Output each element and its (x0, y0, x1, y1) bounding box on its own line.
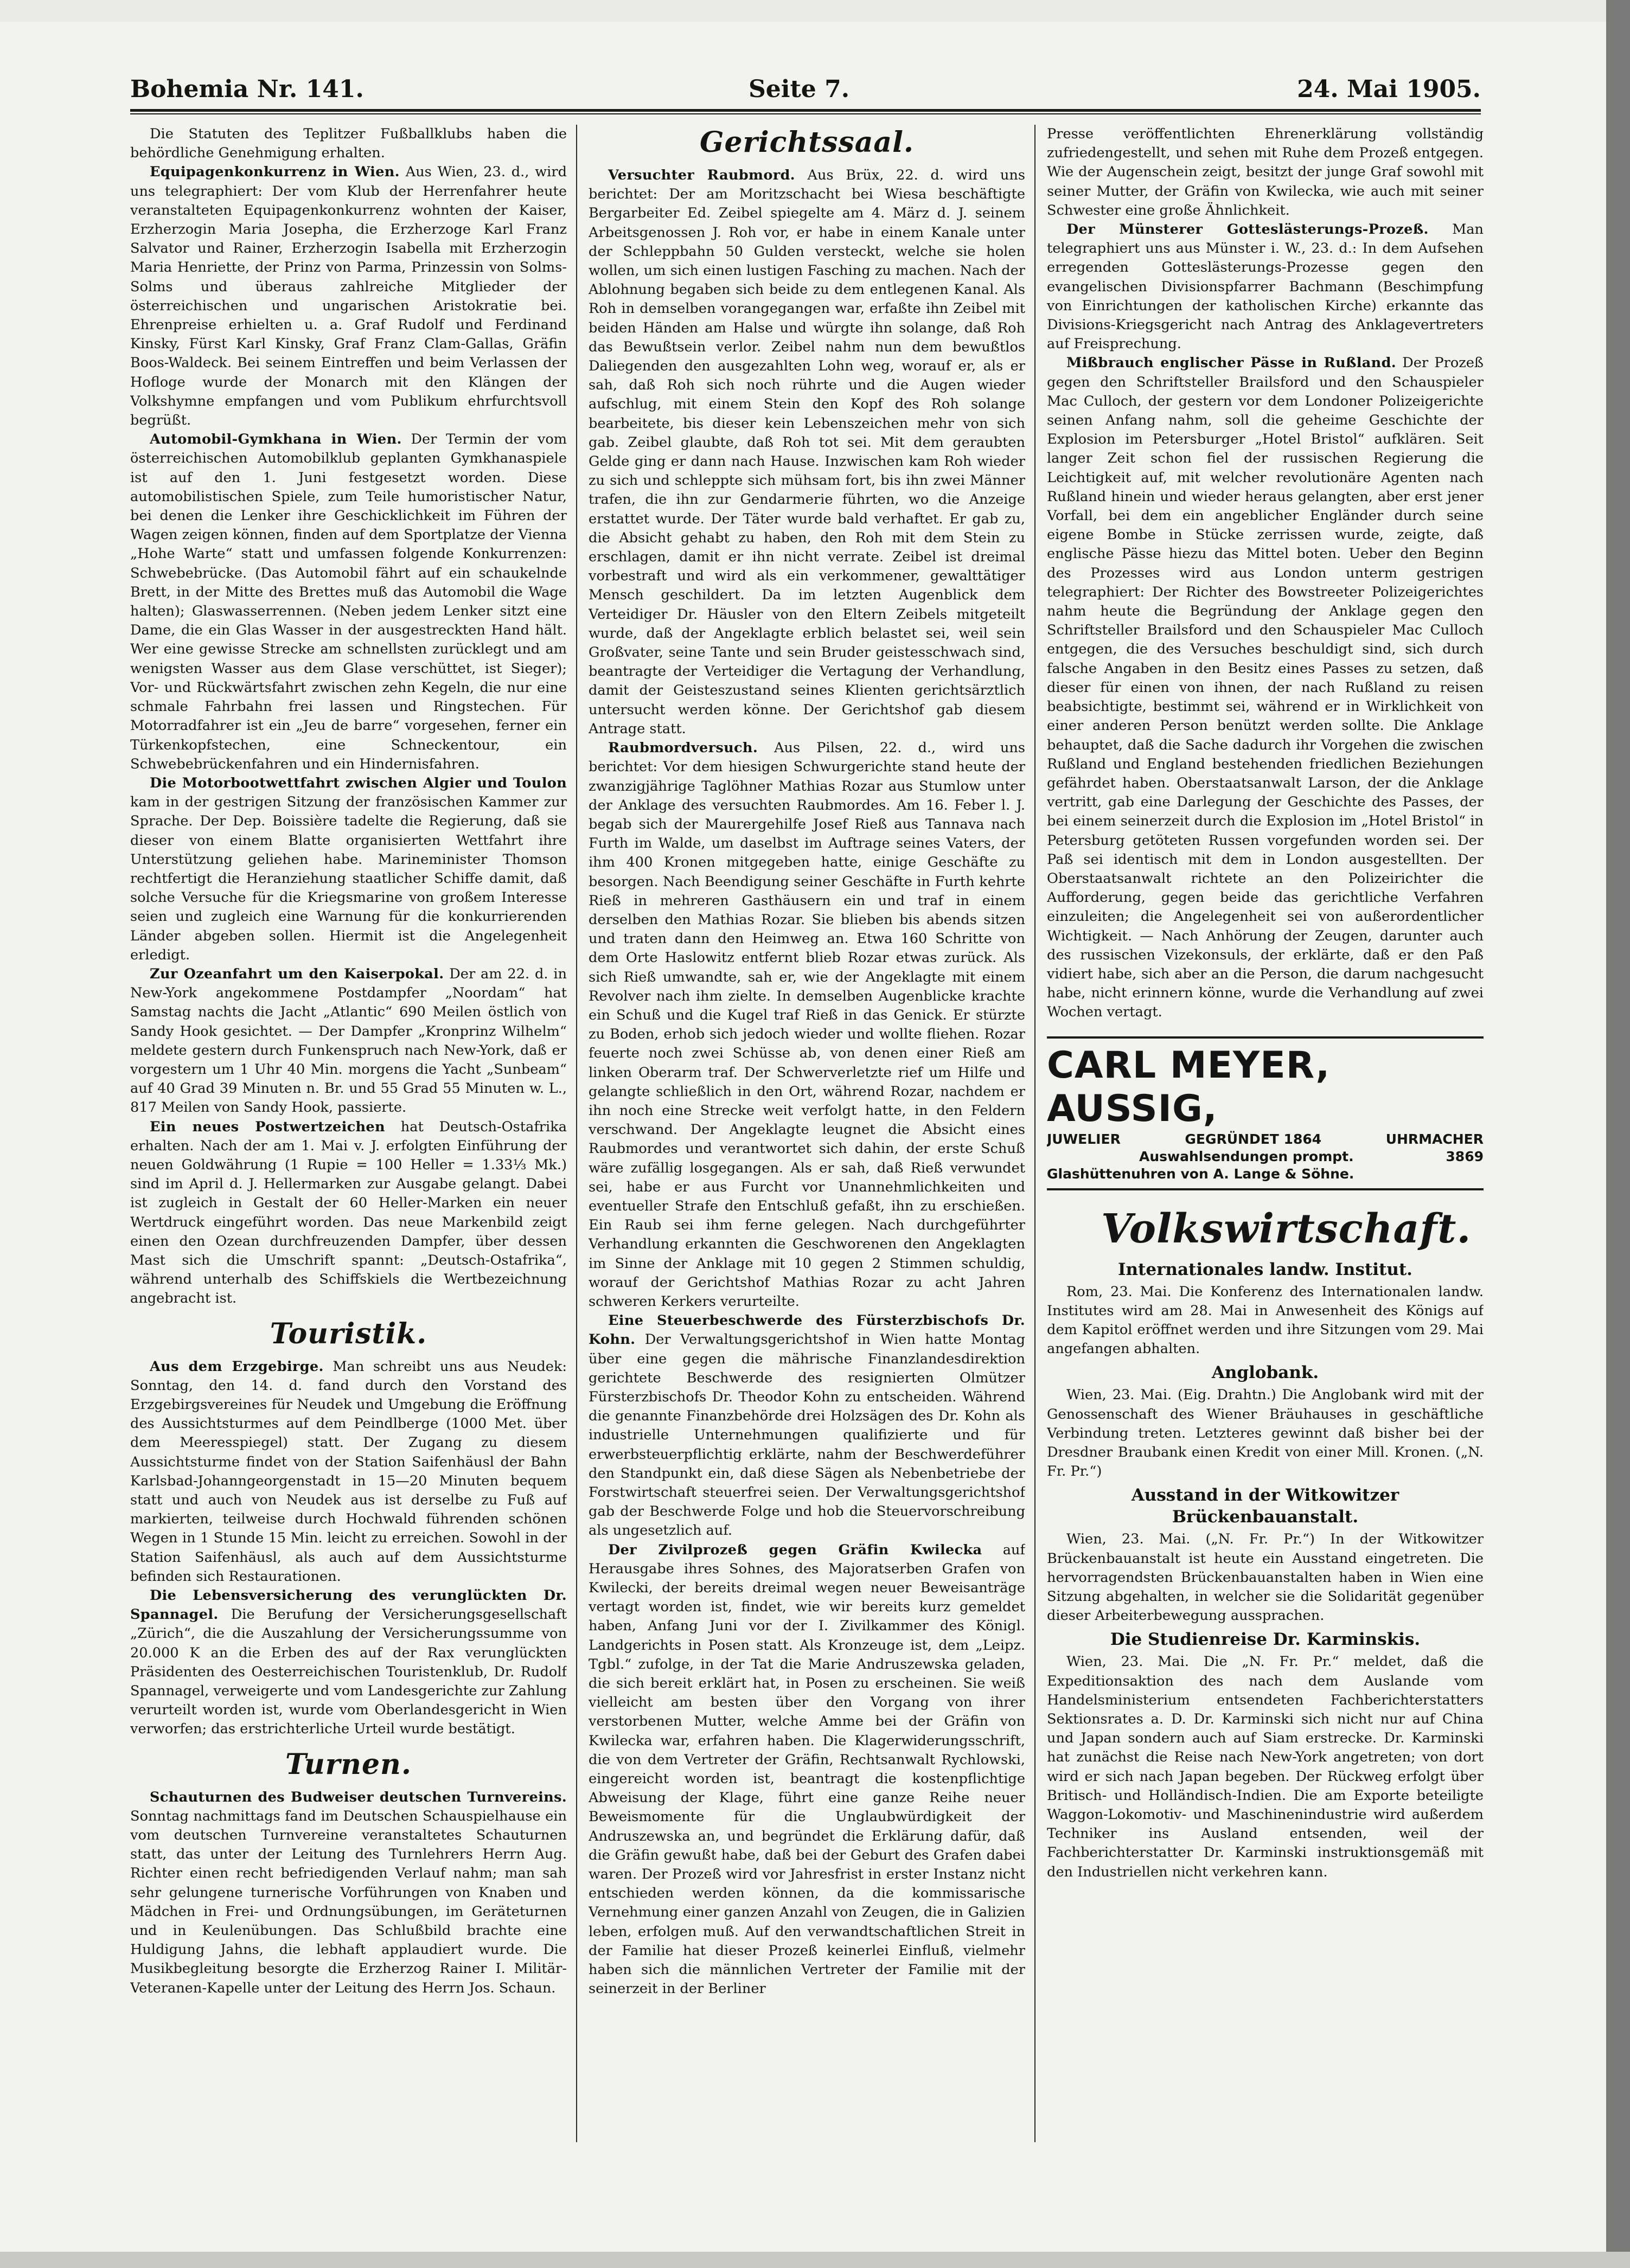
article-headline: Eine Steuerbeschwerde des Fürsterzbischofs Dr. Kohn. (589, 1312, 1025, 1348)
article-headline: Automobil-Gymkhana in Wien. (150, 431, 402, 448)
article-headline: Die Studienreise Dr. Karminskis. (1110, 1630, 1421, 1650)
article: Rom, 23. Mai. Die Konferenz des Internationalen landw. Institutes wird am 28. Mai in Anwesenheit des Königs auf dem Kapitol eröffnet werden und ihre Sitzungen vom 29. Mai angefangen abhalten. (1047, 1283, 1484, 1357)
article-headline: Schauturnen des Budweiser deutschen Turnvereins. (150, 1789, 567, 1805)
page-number: Seite 7. (749, 75, 850, 103)
article: Zur Ozeanfahrt um den Kaiserpokal. Der am 22. d. in New-York angekommene Postdampfer „Noordam“ hat Samstag nachts die Jacht „Atlantic“ 690 Meilen östlich von Sandy Hook gesichtet. — Der Dampfer „Kronprinz Wilhelm“ meldete gestern durch Funkenspruch nach New-York, daß er vorgestern um 1 Uhr 40 Min. morgens die Yacht „Sunbeam“ auf 40 Grad 39 Minuten n. Br. und 55 Grad 55 Minuten w. L., 817 Meilen von Sandy Hook, passierte. (130, 965, 567, 1116)
article: Die Statuten des Teplitzer Fußballklubs haben die behördliche Genehmigung erhalten. (130, 126, 567, 162)
ad-center: GEGRÜNDET 1864 (1185, 1131, 1322, 1147)
article-headline: Zur Ozeanfahrt um den Kaiserpokal. (150, 965, 444, 982)
article: Wien, 23. Mai. Die „N. Fr. Pr.“ meldet, daß die Expeditionsaktion des nach dem Auslande vom Handelsministerium entsendeten Fachberichterstatters Sektionsrates a. D. Dr. Karminski sich nicht nur auf China und Japan sondern auch auf Siam erstrecke. Dr. Karminski hat zunächst die Reise nach New-York angetreten; von dort wird er sich nach Japan begeben. Der Rückweg erfolgt über Britisch- und Holländisch-Indien. Die am Exporte beteiligte Waggon-Lokomotiv- und Maschinenindustrie wird außerdem Techniker ins Ausland entsenden, weil der Fachberichterstatter Dr. Karminski instruktionsgemäß mit den Industriellen nicht verkehren kann. (1047, 1654, 1484, 1880)
article-headline: Mißbrauch englischer Pässe in Rußland. (1066, 355, 1396, 371)
article: Equipagenkonkurrenz in Wien. Aus Wien, 23. d., wird uns telegraphiert: Der vom Klub der Herrenfahrer heute veranstalteten Equipagenkonkurrenz wohnten der Kaiser, Erzherzogin Maria Josepha, die Erzherzoge Karl Franz Salvator und Rainer, Erzherzogin Isabella mit Erzherzogin Maria Henriette, der Prinz von Parma, Prinzessin von Solms-Solms und überaus zahlreiche Mitglieder der österreichischen und ungarischen Aristokratie bei. Ehrenpreise erhielten u. a. Graf Rudolf und Ferdinand Kinsky, Fürst Karl Kinsky, Graf Franz Clam-Gallas, Gräfin Boos-Waldeck. Bei seinem Eintreffen und beim Verlassen der Hofloge wurde der Monarch mit den Klängen der Volkshymne empfangen und vom Publikum ehrfurchtsvoll begrüßt. (130, 164, 567, 429)
article-headline: Ausstand in der Witkowitzer Brückenbauanstalt. (1131, 1485, 1399, 1527)
article: Der Zivilprozeß gegen Gräfin Kwilecka auf Herausgabe ihres Sohnes, des Majoratserben Grafen von Kwilecki, der bereits dreimal wegen neuer Beweisanträge vertagt worden ist, findet, wie wir bereits kurz gemeldet haben, Anfang Juni vor der I. Zivilkammer des Königl. Landgerichts in Posen statt. Als Kronzeuge ist, dem „Leipz. Tgbl.“ zufolge, in der Tat die Marie Andruszewska geladen, die sich bereit erklärt hat, in Posen zu erscheinen. Sie weiß vielleicht am besten über den Vorgang von ihrer verstorbenen Mutter, welche Amme bei der Gräfin von Kwilecka war, erfahren haben. Die Klagerwiderungsschrift, die von dem Vertreter der Gräfin, Rechtsanwalt Rychlowski, eingereicht worden ist, beantragt die kostenpflichtige Abweisung der Klage, führt eine ganze Reihe neuer Beweismomente für die Unglaubwürdigkeit der Andruszewska an, und begründet die Erklärung dafür, daß die Gräfin gewußt habe, daß bei der Geburt des Grafen dabei waren. Der Prozeß wird vor Jahresfrist in erster Instanz nicht entschieden werden können, da die kommissarische Vernehmung einer ganzen Anzahl von Zeugen, die in Galizien leben, erfolgen muß. Auf den verwandtschaftlichen Streit in der Familie hat dieser Prozeß keinerlei Einfluß, vielmehr haben sich die männlichen Vertreter der Familie mit der seinerzeit in der Berliner (589, 1541, 1025, 1997)
ad-right: UHRMACHER (1385, 1131, 1484, 1147)
article: Schauturnen des Budweiser deutschen Turnvereins. Sonntag nachmittags fand im Deutschen Schauspielhause ein vom deutschen Turnvereine veranstaltetes Schauturnen statt, das unter der Leitung des Turnlehrers Herrn Aug. Richter einen recht befriedigenden Verlauf nahm; man sah sehr gelungene turnerische Vorführungen von Knaben und Mädchen in Frei- und Ordnungsübungen, im Geräteturnen und in Keulenübungen. Das Schlußbild brachte eine Huldigung Jahns, die lebhaft applaudiert wurde. Die Musikbegleitung besorgte die Erzherzog Rainer I. Militär-Veteranen-Kapelle unter der Leitung des Herrn Jos. Schaun. (130, 1789, 567, 1996)
article-headline: Die Lebensversicherung des verunglückten Dr. Spannagel. (130, 1587, 567, 1623)
top-margin (0, 0, 1630, 22)
article-headline: Versuchter Raubmord. (608, 167, 795, 183)
column-3 (1047, 125, 1484, 2153)
article: Ein neues Postwertzeichen hat Deutsch-Ostafrika erhalten. Nach der am 1. Mai v. J. erfolgten Einführung der neuen Goldwährung (1 Rupie = 100 Heller = 1.33⅓ Mk.) sind im April d. J. Hellermarken zur Ausgabe gelangt. Dabei ist zugleich in Gestalt der 60 Heller-Marken ein neuer Wertdruck eingeführt worden. Das neue Markenbild zeigt einen den Ozean durchfreuzenden Dampfer, über dessen Mast sich die Umschrift spannt: „Deutsch-Ostafrika“, während unterhalb des Schiffskiels die Wertbezeichnung angebracht ist. (130, 1118, 567, 1307)
article: Aus dem Erzgebirge. Man schreibt uns aus Neudek: Sonntag, den 14. d. fand durch den Vorstand des Erzgebirgsvereines für Neudek und Umgebung die Eröffnung des Aussichtsturmes auf dem Peindlberge (1000 Met. über dem Meeresspiegel) statt. Der Zugang zu diesem Aussichtsturme findet von der Station Saifenhäusl der Bahn Karlsbad-Johanngeorgenstadt in 15—20 Minuten bequem statt und auch von Neudek aus ist derselbe zu Fuß auf markierten, teilweise durch Hochwald führenden schönen Wegen in 1 Stunde 15 Min. leicht zu erreichen. Sowohl in der Station Saifenhäusl, als auch auf dem Aussichtsturme befinden sich Restaurationen. (130, 1358, 567, 1585)
article-headline: Der Zivilprozeß gegen Gräfin Kwilecka (608, 1541, 982, 1558)
article: Wien, 23. Mai. (Eig. Drahtn.) Die Anglobank wird mit der Genossenschaft des Wiener Bräuhauses in geschäftliche Verbindung treten. Letzteres gewinnt daß bisher bei der Dresdner Braubank einen Kredit von einer Mill. Kronen. („N. Fr. Pr.“) (1047, 1387, 1484, 1480)
article-headline: Equipagenkonkurrenz in Wien. (150, 164, 400, 181)
ad-line: Glashüttenuhren von A. Lange & Söhne. (1047, 1165, 1354, 1182)
issue-date: 24. Mai 1905. (1297, 75, 1481, 103)
article-headline: Internationales landw. Institut. (1118, 1259, 1412, 1279)
section-heading: Volkswirtschaft. (1101, 1205, 1472, 1252)
scan-edge-shadow (1606, 0, 1630, 2268)
section-heading: Touristik. (270, 1317, 427, 1350)
article: Der Münsterer Gotteslästerungs-Prozeß. Man telegraphiert uns aus Münster i. W., 23. d.: In dem Aufsehen erregenden Gotteslästerungs-Prozesse gegen den evangelischen Divisionspfarrer Bachmann (Beschimpfung von Einrichtungen der katholischen Kirche) erkannte das Divisions-Kriegsgericht nach Antrag des Anklagevertreters auf Freisprechung. (1047, 221, 1484, 353)
article-headline: Raubmordversuch. (608, 740, 758, 757)
section-heading: Gerichtssaal. (700, 126, 914, 159)
ad-code: 3869 (1446, 1148, 1484, 1164)
article-headline: Ein neues Postwertzeichen (150, 1118, 385, 1135)
article-headline: Anglobank. (1211, 1363, 1319, 1383)
advertisement (1047, 1036, 1484, 1190)
ad-offer (1047, 1148, 1484, 1165)
article: Versuchter Raubmord. Aus Brüx, 22. d. wird uns berichtet: Der am Moritzschacht bei Wiesa beschäftigte Bergarbeiter Ed. Zeibel spiegelte am 4. März d. J. seinem Arbeitsgenossen J. Roh vor, er habe in einem Kanale unter der Schleppbahn 50 Gulden versteckt, welche sie holen wollen, um sich einen lustigen Fasching zu machen. Nach der Ablohnung begaben sich beide zu dem entlegenen Kanal. Als Roh in demselben vorangegangen war, erfaßte ihn Zeibel mit beiden Händen am Halse und würgte ihn solange, daß Roh das Bewußtsein verlor. Zeibel nahm nun dem bewußtlos Daliegenden den ausgezahlten Lohn weg, worauf er, als er sah, daß Roh sich noch rührte und die Augen wieder aufschlug, mit einem Stein den Kopf des Roh solange bearbeitete, bis dieser kein Lebenszeichen mehr von sich gab. Zeibel glaubte, daß Roh tot sei. Mit dem geraubten Gelde ging er dann nach Hause. Inzwischen kam Roh wieder zu sich und schleppte sich mühsam fort, bis ihn zwei Männer trafen, die ihn zur Gendarmerie führten, wo die Anzeige erstattet wurde. Der Täter wurde bald verhaftet. Er gab zu, die Absicht gehabt zu haben, den Roh mit dem Stein zu erschlagen, damit er ihn nicht verrate. Zeibel ist dreimal vorbestraft und wird als ein verkommener, gewalttätiger Mensch geschildert. Da im letzten Augenblick dem Verteidiger Dr. Häusler von den Eltern Zeibels mitgeteilt wurde, daß der Angeklagte erblich belastet sei, weil sein Großvater, seine Tante und sein Bruder geistesschwach sind, beantragte der Verteidiger die Vertagung der Verhandlung, damit der Geisteszustand seines Klienten gerichtsärztlich untersucht werden könne. Der Gerichtshof gab diesem Antrage statt. (589, 167, 1025, 737)
advertiser-name: CARL MEYER, AUSSIG, (1047, 1043, 1331, 1130)
article-continuation: Presse veröffentlichten Ehrenerklärung vollständig zufriedengestellt, und sehen mit Ruhe dem Prozeß entgegen. Wie der Augenschein zeigt, besitzt der junge Graf sowohl mit seiner Mutter, der Gräfin von Kwilecka, wie auch mit seiner Schwester eine große Ähnlichkeit. (1047, 126, 1484, 219)
advertiser-tagline (1047, 1131, 1484, 1148)
article: Die Motorbootwettfahrt zwischen Algier und Toulon kam in der gestrigen Sitzung der französischen Kammer zur Sprache. Der Dep. Boissière tadelte die Regierung, daß sie dieser von einem Blatte organisierten Wettfahrt ihre Unterstützung geliehen habe. Marineminister Thomson rechtfertigt die Heranziehung staatlicher Schiffe damit, daß solche Versuche für die Kriegsmarine von großem Interesse seien und zugleich eine Warnung für die konkurrierenden Länder abgeben sollen. Hiermit ist die Angelegenheit erledigt. (130, 774, 567, 963)
article: Automobil-Gymkhana in Wien. Der Termin der vom österreichischen Automobilklub geplanten Gymkhanaspiele ist auf den 1. Juni festgesetzt worden. Diese automobilistischen Spiele, zum Teile humoristischer Natur, bei denen die Lenker ihre Geschicklichkeit im Führen der Wagen zeigen können, finden auf dem Sportplatze der Vienna „Hohe Warte“ statt und umfassen folgende Konkurrenzen: Schwebebrücke. (Das Automobil fährt auf ein schaukelnde Brett, in der Mitte des Brettes muß das Automobil die Wage halten); Glaswasserrennen. (Neben jedem Lenker sitzt eine Dame, die ein Glas Wasser in der ausgestreckten Hand hält. Wer eine gewisse Strecke am schnellsten zurücklegt und am wenigsten Wasser aus dem Glase verschüttet, ist Sieger); Vor- und Rückwärtsfahrt zwischen zehn Kegeln, die nur eine schmale Fahrbahn frei lassen und Ringstechen. Für Motorradfahrer ist ein „Jeu de barre“ vorgesehen, ferner ein Türkenkopfstechen, eine Schneckentour, ein Schwebebrückenfahren und ein Hindernisfahren. (130, 431, 567, 772)
article-headline: Die Motorbootwettfahrt zwischen Algier und Toulon (150, 774, 567, 791)
masthead (130, 73, 1481, 111)
article-headline: Aus dem Erzgebirge. (150, 1358, 324, 1375)
masthead-rule-thin (130, 113, 1481, 114)
bottom-margin (0, 2252, 1630, 2268)
column-rule-2 (1034, 125, 1035, 2142)
masthead-rule (130, 109, 1481, 112)
article: Eine Steuerbeschwerde des Fürsterzbischofs Dr. Kohn. Der Verwaltungsgerichtshof in Wien hatte Montag über eine gegen die mährische Finanzlandesdirektion gerichtete Beschwerde des resignierten Olmützer Fürsterzbischofs Dr. Theodor Kohn zu entscheiden. Während die genannte Finanzbehörde drei Holzsägen des Dr. Kohn als industrielle Unternehmungen qualifizierte und für erwerbsteuerpflichtig erklärte, nahm der Beschwerdeführer den Standpunkt ein, daß diese Sägen als Nebenbetriebe der Forstwirtschaft steuerfrei seien. Der Verwaltungsgerichtshof gab der Beschwerde Folge und hob die Steuervorschreibung als ungesetzlich auf. (589, 1312, 1025, 1539)
column-2 (589, 125, 1025, 2153)
issue-number: Bohemia Nr. 141. (130, 75, 364, 103)
article-headline: Der Münsterer Gotteslästerungs-Prozeß. (1066, 221, 1429, 238)
ad-line: Auswahlsendungen prompt. (1139, 1148, 1354, 1164)
ad-left: JUWELIER (1047, 1131, 1121, 1147)
article: Die Lebensversicherung des verunglückten Dr. Spannagel. Die Berufung der Versicherungsgesellschaft „Zürich“, die die Auszahlung der Versicherungssumme von 20.000 K an die Erben des auf der Rax verunglückten Präsidenten des Oesterreichischen Touristenklub, Dr. Rudolf Spannagel, verweigerte und vom Landesgerichte zur Zahlung verurteilt worden ist, wurde vom Oberlandesgericht in Wien verworfen; das erstrichterliche Urteil wurde bestätigt. (130, 1587, 567, 1738)
column-rule-1 (576, 125, 577, 2142)
article: Mißbrauch englischer Pässe in Rußland. Der Prozeß gegen den Schriftsteller Brailsford und den Schauspieler Mac Culloch, der gestern vor dem Londoner Polizeigerichte seinen Anfang nahm, soll die geheime Geschichte der Explosion im Petersburger „Hotel Bristol“ aufklären. Seit langer Zeit schon fiel der russischen Regierung die Leichtigkeit auf, mit welcher revolutionäre Agenten nach Rußland hinein und wieder heraus gelangten, aber erst jener Vorfall, bei dem ein angeblicher Engländer durch seine eigene Bombe in Stücke zerrissen wurde, zeigte, daß englische Pässe hiezu das Mittel boten. Ueber den Beginn des Prozesses wird aus London unterm gestrigen telegraphiert: Der Richter des Bowstreeter Polizeigerichtes nahm heute die Begründung der Anklage gegen den Schriftsteller Brailsford und den Schauspieler Mac Culloch entgegen, die des Versuches beschuldigt sind, sich durch falsche Angaben in den Besitz eines Passes zu setzen, daß dieser für einen von ihnen, der nach Rußland zu reisen beabsichtigte, bestimmt sei, während er in Wirklichkeit von einer anderen Person benützt werden sollte. Die Anklage behauptet, daß die Sache dadurch ihr Vorgehen die zwischen Rußland und England bestehenden friedlichen Beziehungen gefährdet haben. Oberstaatsanwalt Larson, der die Anklage vertritt, gab eine Darlegung der Geschichte des Passes, der bei einem seinerzeit durch die Explosion im „Hotel Bristol“ in Petersburg getöteten Russen vorgefunden worden sei. Der Paß sei identisch mit dem in London ausgestellten. Der Oberstaatsanwalt richtete an den Polizeirichter die Aufforderung, gegen beide das gerichtliche Verfahren einzuleiten; die Angelegenheit sei von außerordentlicher Wichtigkeit. — Nach Anhörung der Zeugen, darunter auch des russischen Vizekonsuls, der erklärte, daß er den Paß vidiert habe, sich aber an die Person, die darum nachgesucht habe, nicht erinnern könne, wurde die Verhandlung auf zwei Wochen vertagt. (1047, 355, 1484, 1021)
article: Wien, 23. Mai. („N. Fr. Pr.“) In der Witkowitzer Brückenbauanstalt ist heute ein Ausstand eingetreten. Die hervorragendsten Brückenbauanstalten haben in Wien eine Sitzung abgehalten, in welcher sie die Solidarität gegenüber dieser Arbeiterbewegung aussprachen. (1047, 1531, 1484, 1624)
article: Raubmordversuch. Aus Pilsen, 22. d., wird uns berichtet: Vor dem hiesigen Schwurgerichte stand heute der zwanzigjährige Taglöhner Mathias Rozar aus Stumlow unter der Anklage des versuchten Raubmordes. Am 16. Feber l. J. begab sich der Maurergehilfe Josef Rieß aus Tannava nach Furth im Walde, um daselbst im Auftrage seines Vaters, der ihm 400 Kronen mitgegeben hatte, einige Geschäfte zu besorgen. Nach Beendigung seiner Geschäfte in Furth kehrte Rieß in mehreren Gasthäusern ein und traf in einem derselben den Mathias Rozar. Sie blieben bis abends sitzen und traten dann den Heimweg an. Etwa 160 Schritte von dem Orte Haslowitz entfernt blieb Rozar etwas zurück. Als sich Rieß umwandte, sah er, wie der Angeklagte mit einem Revolver nach ihm zielte. In demselben Augenblicke krachte ein Schuß und die Kugel traf Rieß in das Genick. Er stürzte zu Boden, erhob sich jedoch wieder und wollte fliehen. Rozar feuerte noch zwei Schüsse ab, von denen einer Rieß am linken Oberarm traf. Der Schwerverletzte rief um Hilfe und gelangte schließlich in den Ort, während Rozar, nachdem er ihn noch eine Strecke weit verfolgt hatte, in den Feldern verschwand. Der Angeklagte leugnet die Absicht eines Raubmordes und verantwortet sich dahin, der erste Schuß wäre zufällig losgegangen. Als er sah, daß Rieß verwundet sei, habe er aus Furcht vor Unannehmlichkeiten und eventueller Strafe den Entschluß gefaßt, ihn zu erschießen. Ein Raub sei ihm ferne gelegen. Nach durchgeführter Verhandlung erkannten die Geschworenen den Angeklagten im Sinne der Anklage mit 10 gegen 2 Stimmen schuldig, worauf der Gerichtshof Mathias Rozar zu acht Jahren schweren Kerkers verurteilte. (589, 740, 1025, 1310)
section-heading: Turnen. (285, 1747, 412, 1781)
column-1 (130, 125, 567, 2153)
